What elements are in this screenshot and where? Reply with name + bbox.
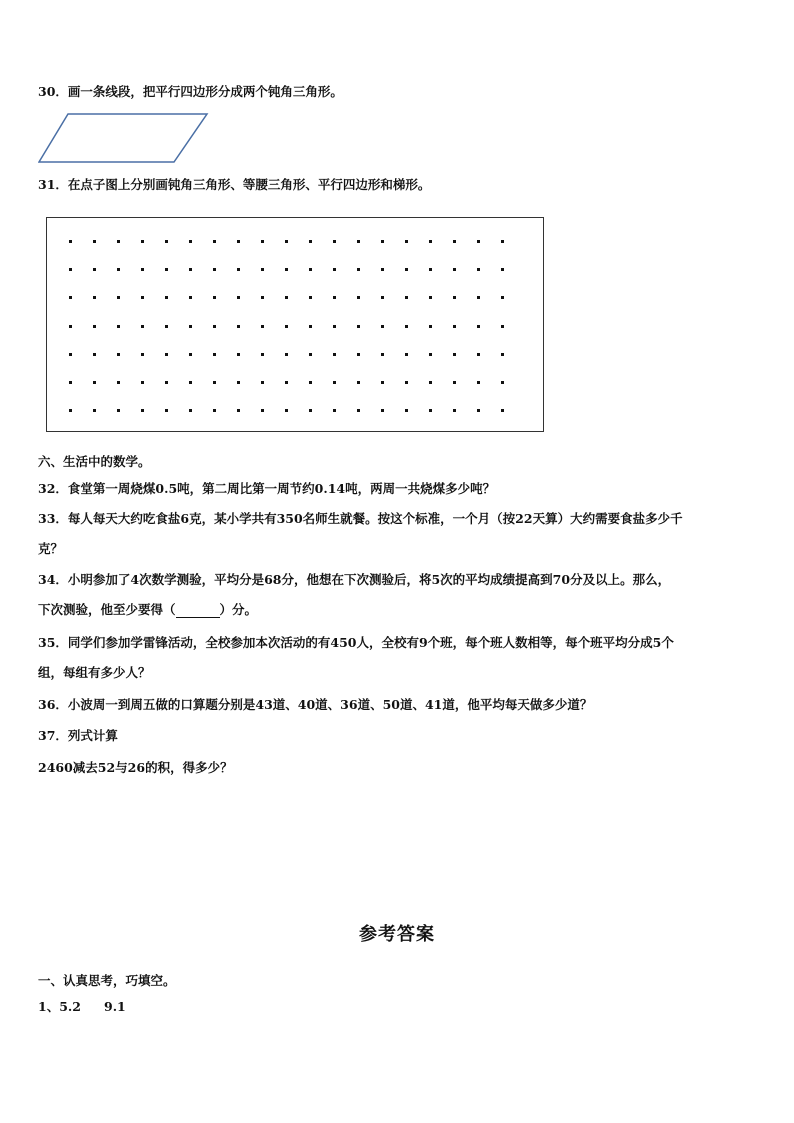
grid-dot xyxy=(141,353,144,356)
grid-dot xyxy=(261,240,264,243)
grid-dot xyxy=(429,268,432,271)
grid-dot xyxy=(165,296,168,299)
grid-dot xyxy=(165,268,168,271)
grid-dot xyxy=(501,296,504,299)
question-31: 31．在点子图上分别画钝角三角形、等腰三角形、平行四边形和梯形。 xyxy=(38,177,431,192)
answer-1-value: 9.1 xyxy=(104,999,126,1014)
grid-dot xyxy=(381,240,384,243)
section-6-heading: 六、生活中的数学。 xyxy=(38,454,151,469)
grid-dot xyxy=(309,353,312,356)
grid-dot xyxy=(357,268,360,271)
grid-dot xyxy=(117,409,120,412)
grid-dot xyxy=(381,353,384,356)
grid-dot xyxy=(333,409,336,412)
grid-dot xyxy=(501,240,504,243)
grid-dot xyxy=(141,381,144,384)
grid-dot xyxy=(261,381,264,384)
grid-dot xyxy=(381,296,384,299)
grid-dot xyxy=(69,268,72,271)
grid-dot xyxy=(453,240,456,243)
question-35-line2: 组，每组有多少人？ xyxy=(38,665,151,680)
grid-dot xyxy=(93,381,96,384)
grid-dot xyxy=(453,268,456,271)
grid-dot xyxy=(93,325,96,328)
grid-dot xyxy=(237,409,240,412)
question-34-line2 xyxy=(38,602,257,618)
grid-dot xyxy=(381,325,384,328)
grid-dot xyxy=(333,268,336,271)
grid-dot xyxy=(117,353,120,356)
question-30: 30．画一条线段，把平行四边形分成两个钝角三角形。 xyxy=(38,84,343,99)
grid-dot xyxy=(237,296,240,299)
grid-dot xyxy=(429,353,432,356)
grid-dot xyxy=(429,381,432,384)
grid-dot xyxy=(237,240,240,243)
grid-dot xyxy=(189,296,192,299)
grid-dot xyxy=(213,240,216,243)
grid-dot xyxy=(381,409,384,412)
answer-1-label: 1、5.2 xyxy=(38,999,81,1014)
grid-dot xyxy=(453,325,456,328)
grid-dot xyxy=(69,240,72,243)
grid-dot xyxy=(333,240,336,243)
question-34-line1: 34．小明参加了4次数学测验，平均分是68分，他想在下次测验后，将5次的平均成绩提高到70分及以上。那么， xyxy=(38,572,671,587)
grid-dot xyxy=(381,268,384,271)
grid-dot xyxy=(141,409,144,412)
grid-dot xyxy=(117,325,120,328)
grid-dot xyxy=(309,296,312,299)
grid-dot xyxy=(69,381,72,384)
grid-dot xyxy=(117,268,120,271)
grid-dot xyxy=(501,409,504,412)
grid-dot xyxy=(501,268,504,271)
grid-dot xyxy=(189,268,192,271)
grid-dot xyxy=(501,381,504,384)
grid-dot xyxy=(429,240,432,243)
grid-dot xyxy=(213,268,216,271)
grid-dot xyxy=(285,353,288,356)
grid-dot xyxy=(357,296,360,299)
answer-section-1: 一、认真思考，巧填空。 xyxy=(38,973,176,988)
grid-dot xyxy=(237,325,240,328)
grid-dot xyxy=(237,381,240,384)
grid-dot xyxy=(333,296,336,299)
grid-dot xyxy=(405,268,408,271)
grid-dot xyxy=(285,240,288,243)
grid-dot xyxy=(501,325,504,328)
grid-dot xyxy=(405,381,408,384)
grid-dot xyxy=(141,325,144,328)
grid-dot xyxy=(165,240,168,243)
question-37-body: 2460减去52与26的积，得多少？ xyxy=(38,760,233,775)
grid-dot xyxy=(69,409,72,412)
grid-dot xyxy=(213,296,216,299)
answer-blank[interactable] xyxy=(176,605,220,618)
grid-dot xyxy=(477,353,480,356)
grid-dot xyxy=(213,325,216,328)
grid-dot xyxy=(117,296,120,299)
grid-dot xyxy=(333,325,336,328)
question-34-post: ）分。 xyxy=(219,602,258,617)
grid-dot xyxy=(405,240,408,243)
question-37: 37．列式计算 xyxy=(38,728,118,743)
question-36: 36．小波周一到周五做的口算题分别是43道、40道、36道、50道、41道，他平均每天做多少道？ xyxy=(38,697,593,712)
grid-dot xyxy=(357,240,360,243)
grid-dot xyxy=(93,268,96,271)
grid-dot xyxy=(285,381,288,384)
grid-dot xyxy=(453,296,456,299)
grid-dot xyxy=(477,409,480,412)
grid-dot xyxy=(261,296,264,299)
grid-dot xyxy=(213,409,216,412)
grid-dot xyxy=(405,296,408,299)
grid-dot xyxy=(69,296,72,299)
grid-dot xyxy=(93,240,96,243)
grid-dot xyxy=(261,325,264,328)
grid-dot xyxy=(477,325,480,328)
dot-grid-box xyxy=(46,217,544,432)
grid-dot xyxy=(141,296,144,299)
grid-dot xyxy=(93,409,96,412)
question-33-line1: 33．每人每天大约吃食盐6克，某小学共有350名师生就餐。按这个标准，一个月（按22天算）大约需要食盐多少千 xyxy=(38,511,683,526)
grid-dot xyxy=(405,409,408,412)
grid-dot xyxy=(285,296,288,299)
grid-dot xyxy=(213,353,216,356)
grid-dot xyxy=(189,409,192,412)
question-33-line2: 克？ xyxy=(38,541,64,556)
grid-dot xyxy=(429,296,432,299)
grid-dot xyxy=(93,296,96,299)
grid-dot xyxy=(165,381,168,384)
grid-dot xyxy=(357,325,360,328)
grid-dot xyxy=(477,268,480,271)
grid-dot xyxy=(141,240,144,243)
grid-dot xyxy=(333,353,336,356)
grid-dot xyxy=(309,325,312,328)
grid-dot xyxy=(309,381,312,384)
grid-dot xyxy=(333,381,336,384)
grid-dot xyxy=(261,409,264,412)
grid-dot xyxy=(285,325,288,328)
grid-dot xyxy=(477,381,480,384)
grid-dot xyxy=(165,325,168,328)
grid-dot xyxy=(117,381,120,384)
grid-dot xyxy=(237,353,240,356)
grid-dot xyxy=(381,381,384,384)
grid-dot xyxy=(285,268,288,271)
question-35-line1: 35．同学们参加学雷锋活动，全校参加本次活动的有450人，全校有9个班，每个班人数相等，每个班平均分成5个 xyxy=(38,635,674,650)
grid-dot xyxy=(501,353,504,356)
grid-dot xyxy=(165,409,168,412)
grid-dot xyxy=(405,353,408,356)
grid-dot xyxy=(453,381,456,384)
question-32: 32．食堂第一周烧煤0.5吨，第二周比第一周节约0.14吨，两周一共烧煤多少吨？ xyxy=(38,481,496,496)
grid-dot xyxy=(453,353,456,356)
grid-dot xyxy=(477,296,480,299)
grid-dot xyxy=(309,268,312,271)
parallelogram-figure xyxy=(38,112,210,164)
grid-dot xyxy=(69,325,72,328)
grid-dot xyxy=(261,268,264,271)
answer-key-title: 参考答案 xyxy=(359,924,435,945)
grid-dot xyxy=(69,353,72,356)
grid-dot xyxy=(213,381,216,384)
grid-dot xyxy=(405,325,408,328)
grid-dot xyxy=(141,268,144,271)
grid-dot xyxy=(429,409,432,412)
grid-dot xyxy=(309,240,312,243)
grid-dot xyxy=(165,353,168,356)
grid-dot xyxy=(357,409,360,412)
grid-dot xyxy=(309,409,312,412)
question-34-pre: 下次测验，他至少要得（ xyxy=(38,602,176,617)
grid-dot xyxy=(429,325,432,328)
grid-dot xyxy=(189,325,192,328)
grid-dot xyxy=(285,409,288,412)
grid-dot xyxy=(189,353,192,356)
grid-dot xyxy=(477,240,480,243)
grid-dot xyxy=(189,240,192,243)
grid-dot xyxy=(93,353,96,356)
grid-dot xyxy=(261,353,264,356)
grid-dot xyxy=(357,381,360,384)
grid-dot xyxy=(117,240,120,243)
grid-dot xyxy=(453,409,456,412)
grid-dot xyxy=(189,381,192,384)
grid-dot xyxy=(237,268,240,271)
grid-dot xyxy=(357,353,360,356)
